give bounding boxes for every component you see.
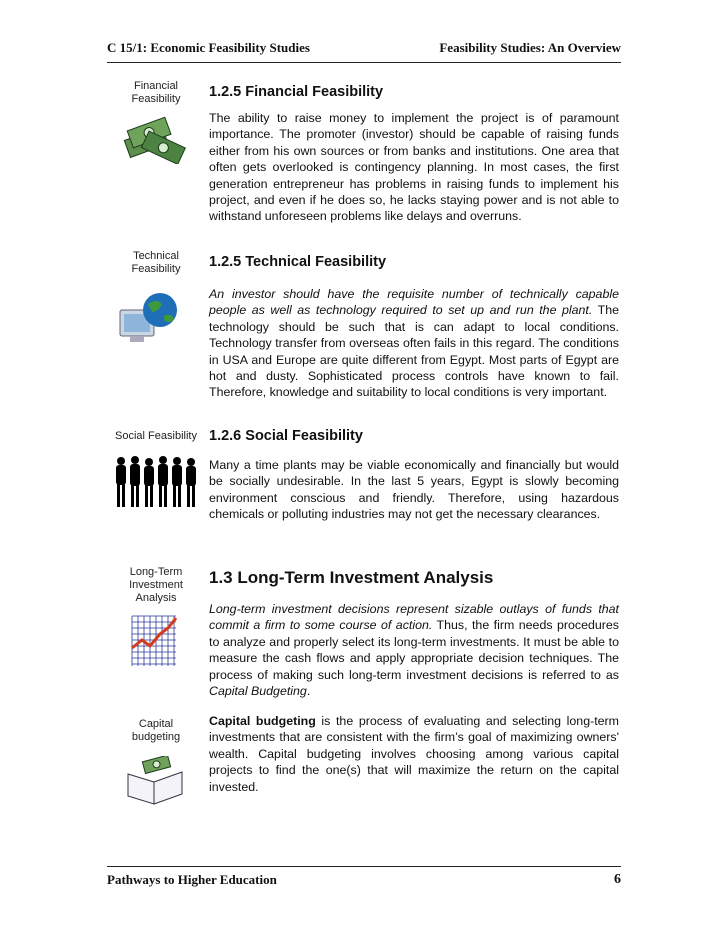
margin-label-financial: Financial Feasibility — [131, 80, 181, 105]
header-course-title: C 15/1: Economic Feasibility Studies — [107, 40, 310, 55]
para-technical-italic: An investor should have the requisite number of technically capable people as well as technology required to set up and run the plant. — [209, 287, 619, 318]
heading-technical: 1.2.5 Technical Feasibility — [209, 254, 387, 270]
margin-label-social: Social Feasibility — [115, 430, 197, 442]
para-longterm-rest: Thus, the firm needs procedures to analyze and properly select its long-term investments. It must be able to measure the cash flows and apply appropriate decision techniques. The process of making such long-term investment decisions is referred to as — [209, 618, 619, 682]
heading-social: 1.2.6 Social Feasibility — [209, 428, 363, 444]
para-financial: The ability to raise money to implement the project is of paramount importance. The promoter (investor) should be capable of raising funds either from his own sources or from banks and institutions. One area that often gets overlooked is contingency planning. In most cases, the first generation entrepreneur has problems in raising funds to implement his project, and even if he does so, he lacks staying power and is not able to withstand unforeseen problems like delays and overruns. — [209, 111, 619, 224]
margin-label-capital: Capital budgeting — [131, 718, 181, 743]
heading-financial: 1.2.5 Financial Feasibility — [209, 84, 384, 100]
para-technical — [209, 286, 619, 401]
book-money-icon — [124, 756, 186, 806]
header-chapter-title: Feasibility Studies: An Overview — [439, 40, 621, 55]
para-capital-term: Capital budgeting — [209, 714, 316, 728]
margin-label-longterm: Long-Term Investment Analysis — [129, 566, 183, 604]
page-footer — [107, 866, 621, 897]
footer-title: Pathways to Higher Education — [107, 872, 277, 887]
para-longterm-term: Capital Budgeting — [209, 684, 307, 699]
para-capital — [209, 713, 619, 795]
para-longterm — [209, 601, 619, 699]
money-icon — [122, 116, 188, 164]
heading-longterm: 1.3 Long-Term Investment Analysis — [209, 568, 494, 587]
margin-label-technical: Technical Feasibility — [131, 250, 181, 275]
people-silhouette-icon — [113, 455, 199, 509]
page-header — [107, 38, 621, 63]
growth-chart-icon — [130, 614, 180, 668]
page-number: 6 — [614, 872, 621, 887]
para-social: Many a time plants may be viable economically and financially but would be socially undesirable. In the last 5 years, Egypt is slowly becoming environment conscious and friendly. Therefore, using hazardous chemicals or polluting industries may not get the necessary clearances. — [209, 458, 619, 522]
para-longterm-end: . — [306, 684, 311, 699]
para-longterm-italic: Long-term investment decisions represent sizable outlays of funds that commit a firm to some course of action. — [209, 602, 619, 633]
para-technical-rest: The technology should be such that is can adapt to local conditions. Technology transfer from overseas often fails in this regard. The conditions in USA and Europe are quite different from Egypt. Most parts of Egypt are hot and dusty. Sophisticated process controls have known to fail. Therefore, knowledge and suitability to local conditions is very important. — [209, 303, 619, 400]
para-capital-rest: is the process of evaluating and selecting long-term investments that are consistent with the firm’s goal of maximizing owners' wealth. Capital budgeting involves choosing among various capital projects to find the one(s) that will maximize the return on the capital invested. — [209, 714, 620, 794]
computer-globe-icon — [118, 290, 184, 348]
